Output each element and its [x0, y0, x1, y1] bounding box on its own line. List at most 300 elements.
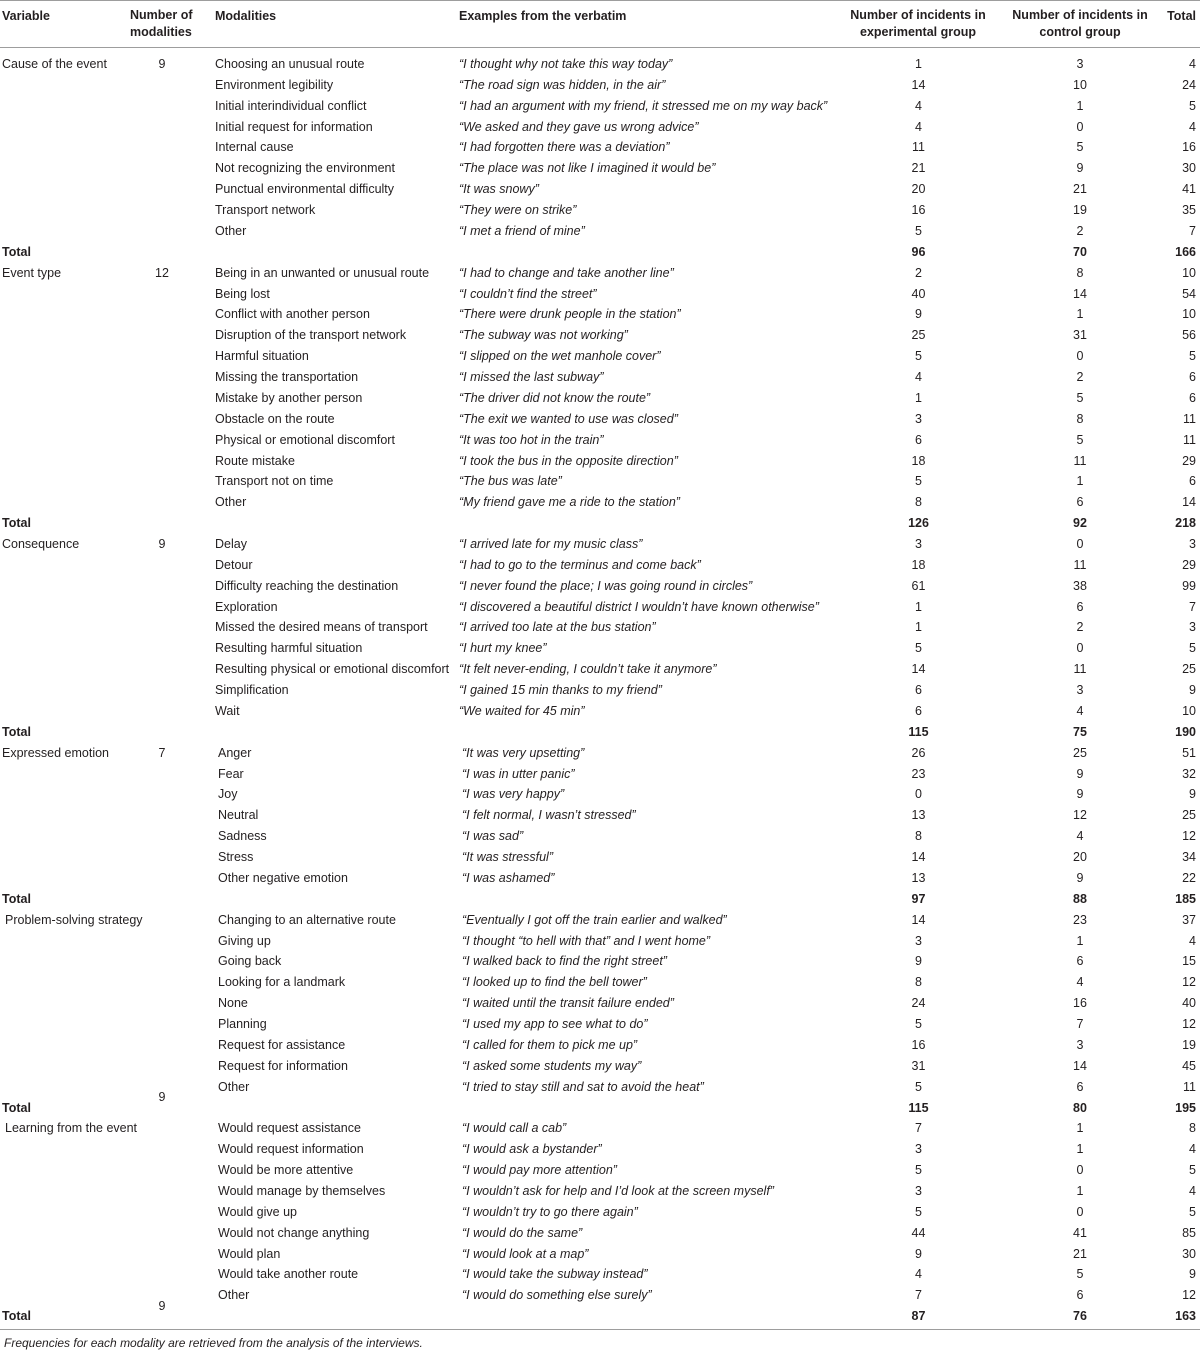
- experimental-total: 126: [908, 516, 929, 531]
- verbatim-example: “They were on strike”: [459, 203, 577, 218]
- verbatim-example: “I arrived too late at the bus station”: [459, 620, 656, 635]
- control-count: 8: [1076, 265, 1084, 280]
- total-count: 10: [1182, 265, 1196, 280]
- control-count: 5: [1076, 432, 1084, 447]
- control-count: 2: [1076, 620, 1084, 635]
- control-count: 10: [1073, 77, 1087, 92]
- modality-label: Harmful situation: [215, 349, 309, 364]
- verbatim-example: “It was very upsetting”: [462, 745, 585, 760]
- modality-label: Other: [218, 1079, 250, 1094]
- verbatim-example: “I waited until the transit failure ended”: [462, 996, 674, 1011]
- control-count: 0: [1076, 119, 1084, 134]
- variable-label: Event type: [2, 265, 62, 280]
- experimental-count: 14: [911, 850, 926, 865]
- experimental-count: 6: [915, 703, 922, 718]
- verbatim-example: “It was stressful”: [462, 850, 553, 865]
- verbatim-example: “I would pay more attention”: [462, 1163, 617, 1178]
- experimental-count: 9: [915, 1246, 922, 1261]
- verbatim-example: “My friend gave me a ride to the station”: [459, 495, 680, 510]
- total-count: 9: [1189, 1267, 1196, 1282]
- modality-label: Choosing an unusual route: [215, 57, 365, 71]
- control-count: 3: [1076, 1037, 1084, 1052]
- modality-label: Transport not on time: [215, 474, 334, 489]
- control-total: 76: [1073, 1309, 1087, 1324]
- control-count: 38: [1073, 578, 1087, 593]
- table-footnote: Frequencies for each modality are retrieved from the analysis of the interviews.: [4, 1335, 423, 1350]
- grand-total: 185: [1175, 891, 1196, 906]
- verbatim-example: “I hurt my knee”: [459, 641, 547, 656]
- control-count: 5: [1076, 140, 1084, 155]
- verbatim-example: “I arrived late for my music class”: [459, 537, 643, 551]
- experimental-count: 11: [912, 140, 925, 155]
- total-count: 25: [1182, 662, 1196, 677]
- modality-label: Stress: [218, 850, 254, 865]
- modality-label: Would manage by themselves: [218, 1183, 386, 1198]
- experimental-count: 26: [911, 745, 926, 760]
- verbatim-example: “I discovered a beautiful district I wouldn’t have known otherwise”: [459, 599, 819, 614]
- modality-label: Exploration: [215, 599, 278, 614]
- total-count: 6: [1189, 390, 1196, 405]
- total-count: 10: [1182, 307, 1196, 322]
- experimental-count: 6: [915, 683, 922, 698]
- total-count: 34: [1182, 850, 1196, 865]
- modality-label: Neutral: [218, 808, 259, 823]
- modality-label: Would be more attentive: [218, 1163, 354, 1178]
- control-count: 0: [1076, 537, 1084, 551]
- modality-label: Physical or emotional discomfort: [215, 432, 395, 447]
- experimental-count: 5: [915, 474, 922, 489]
- control-count: 0: [1076, 1163, 1084, 1178]
- header-control-group: Number of incidents in control group: [1012, 8, 1148, 39]
- verbatim-example: “I had forgotten there was a deviation”: [459, 140, 670, 155]
- verbatim-example: “The driver did not know the route”: [459, 390, 651, 405]
- verbatim-example: “I would take the subway instead”: [462, 1267, 648, 1282]
- total-count: 29: [1182, 557, 1196, 572]
- control-total: 70: [1073, 244, 1087, 259]
- control-count: 6: [1076, 954, 1084, 969]
- verbatim-example: “I asked some students my way”: [462, 1058, 642, 1073]
- control-count: 2: [1076, 223, 1084, 238]
- verbatim-example: “It was snowy”: [459, 182, 539, 197]
- modality-label: Giving up: [218, 933, 271, 948]
- modality-label: Would take another route: [218, 1267, 359, 1282]
- verbatim-example: “We asked and they gave us wrong advice”: [459, 119, 699, 134]
- experimental-count: 14: [911, 912, 926, 927]
- total-count: 12: [1182, 1288, 1196, 1303]
- modality-label: Would plan: [218, 1246, 281, 1261]
- modality-label: Changing to an alternative route: [218, 912, 396, 927]
- modality-label: Other: [218, 1288, 250, 1303]
- verbatim-example: “I tried to stay still and sat to avoid the heat”: [462, 1079, 704, 1094]
- control-count: 1: [1076, 1142, 1084, 1157]
- grand-total: 163: [1175, 1309, 1196, 1324]
- modality-label: Route mistake: [215, 453, 295, 468]
- experimental-count: 9: [915, 954, 922, 969]
- control-count: 21: [1073, 182, 1087, 197]
- variable-label: Learning from the event: [5, 1121, 138, 1136]
- control-count: 4: [1076, 829, 1084, 844]
- control-count: 6: [1076, 599, 1084, 614]
- total-count: 32: [1182, 766, 1196, 781]
- verbatim-example: “I was very happy”: [462, 787, 565, 802]
- modality-label: Missing the transportation: [215, 370, 359, 385]
- total-count: 12: [1182, 975, 1196, 990]
- verbatim-example: “I never found the place; I was going round in circles”: [459, 578, 753, 593]
- verbatim-example: “There were drunk people in the station”: [459, 307, 681, 322]
- verbatim-example: “We waited for 45 min”: [459, 703, 585, 718]
- verbatim-example: “I slipped on the wet manhole cover”: [459, 349, 661, 364]
- modality-label: Environment legibility: [215, 77, 334, 92]
- modality-label: Anger: [218, 745, 252, 760]
- control-count: 21: [1073, 1246, 1087, 1261]
- experimental-count: 5: [915, 1079, 922, 1094]
- modality-label: Other: [215, 495, 247, 510]
- modality-label: None: [218, 996, 248, 1011]
- verbatim-example: “It felt never-ending, I couldn’t take it anymore”: [459, 662, 717, 677]
- total-count: 7: [1189, 599, 1196, 614]
- control-count: 12: [1073, 808, 1087, 823]
- verbatim-example: “I had to go to the terminus and come back”: [459, 557, 701, 572]
- verbatim-example: “I thought “to hell with that” and I went home”: [462, 933, 711, 948]
- control-count: 4: [1076, 975, 1084, 990]
- control-count: 1: [1076, 474, 1084, 489]
- total-label: Total: [2, 516, 31, 531]
- modality-label: Wait: [215, 703, 240, 718]
- total-count: 22: [1182, 870, 1196, 885]
- experimental-count: 21: [911, 161, 926, 176]
- experimental-count: 16: [911, 1037, 926, 1052]
- total-count: 40: [1182, 996, 1196, 1011]
- control-count: 23: [1073, 912, 1087, 927]
- total-count: 19: [1182, 1037, 1196, 1052]
- experimental-count: 7: [915, 1121, 922, 1136]
- header-number-of-modalities: Number of modalities: [130, 8, 193, 39]
- experimental-count: 9: [915, 307, 922, 322]
- verbatim-example: “The place was not like I imagined it would be”: [459, 161, 716, 176]
- modality-label: Difficulty reaching the destination: [215, 578, 399, 593]
- modality-label: Would give up: [218, 1204, 297, 1219]
- control-count: 6: [1076, 1288, 1084, 1303]
- variable-label: Problem-solving strategy: [5, 912, 143, 927]
- modality-label: Punctual environmental difficulty: [215, 182, 395, 197]
- control-count: 1: [1076, 933, 1084, 948]
- modality-label: Mistake by another person: [215, 390, 363, 405]
- experimental-count: 5: [915, 1204, 922, 1219]
- control-count: 20: [1073, 850, 1087, 865]
- experimental-count: 4: [915, 119, 922, 134]
- experimental-total: 115: [908, 724, 929, 739]
- total-label: Total: [2, 1100, 31, 1115]
- verbatim-example: “I was in utter panic”: [462, 766, 575, 781]
- experimental-count: 1: [915, 620, 922, 635]
- header-rule: [0, 47, 1200, 48]
- total-label: Total: [2, 244, 31, 259]
- experimental-count: 7: [915, 1288, 922, 1303]
- experimental-total: 115: [908, 1100, 929, 1115]
- bottom-rule: [0, 1329, 1200, 1330]
- total-count: 5: [1189, 1204, 1196, 1219]
- verbatim-example: “I met a friend of mine”: [459, 223, 585, 238]
- experimental-count: 3: [915, 411, 922, 426]
- experimental-count: 14: [911, 662, 926, 677]
- modality-label: Initial interindividual conflict: [215, 98, 367, 113]
- verbatim-example: “I would call a cab”: [462, 1121, 567, 1136]
- experimental-count: 18: [911, 557, 926, 572]
- experimental-count: 23: [911, 766, 926, 781]
- control-count: 1: [1076, 1121, 1084, 1136]
- total-count: 4: [1189, 119, 1196, 134]
- total-count: 9: [1189, 787, 1196, 802]
- total-count: 54: [1182, 286, 1196, 301]
- total-count: 12: [1182, 829, 1196, 844]
- control-count: 9: [1076, 766, 1084, 781]
- experimental-count: 40: [911, 286, 926, 301]
- total-count: 5: [1189, 1163, 1196, 1178]
- control-count: 1: [1076, 1183, 1084, 1198]
- total-count: 10: [1182, 703, 1196, 718]
- experimental-count: 13: [911, 808, 926, 823]
- verbatim-example: “I had an argument with my friend, it stressed me on my way back”: [459, 98, 828, 113]
- grand-total: 195: [1175, 1100, 1196, 1115]
- number-of-modalities: 9: [158, 1089, 166, 1104]
- total-count: 5: [1189, 349, 1196, 364]
- modality-label: Disruption of the transport network: [215, 328, 407, 343]
- experimental-count: 3: [915, 1142, 922, 1157]
- control-count: 19: [1073, 203, 1087, 218]
- total-count: 99: [1182, 578, 1196, 593]
- control-count: 14: [1073, 286, 1087, 301]
- experimental-count: 5: [915, 349, 922, 364]
- experimental-count: 61: [911, 578, 926, 593]
- modality-label: Would not change anything: [218, 1225, 370, 1240]
- experimental-count: 8: [915, 975, 922, 990]
- experimental-count: 5: [915, 641, 922, 656]
- top-rule: [0, 0, 1200, 1]
- experimental-count: 25: [911, 328, 926, 343]
- total-count: 3: [1189, 620, 1196, 635]
- modality-label: Request for information: [218, 1058, 348, 1073]
- verbatim-example: “I thought why not take this way today”: [459, 57, 673, 71]
- total-count: 16: [1182, 140, 1196, 155]
- experimental-count: 1: [915, 599, 922, 614]
- modality-label: Detour: [215, 557, 253, 572]
- modality-label: Not recognizing the environment: [215, 161, 395, 176]
- grand-total: 166: [1175, 244, 1196, 259]
- verbatim-example: “Eventually I got off the train earlier and walked”: [462, 912, 727, 927]
- total-count: 11: [1183, 1079, 1196, 1094]
- modality-label: Obstacle on the route: [215, 411, 335, 426]
- control-count: 5: [1076, 1267, 1084, 1282]
- number-of-modalities: 12: [155, 265, 169, 280]
- header-variable: Variable: [2, 8, 50, 23]
- total-count: 6: [1189, 370, 1196, 385]
- modality-label: Initial request for information: [215, 119, 373, 134]
- control-count: 1: [1076, 307, 1084, 322]
- control-count: 25: [1073, 745, 1087, 760]
- experimental-count: 5: [915, 1017, 922, 1032]
- verbatim-example: “I used my app to see what to do”: [462, 1017, 648, 1032]
- control-count: 16: [1073, 996, 1087, 1011]
- modality-label: Other: [215, 223, 247, 238]
- verbatim-example: “The bus was late”: [459, 474, 562, 489]
- modality-label: Delay: [215, 537, 247, 551]
- control-count: 11: [1073, 557, 1087, 572]
- header-modalities: Modalities: [215, 8, 277, 23]
- control-count: 6: [1076, 1079, 1084, 1094]
- total-count: 12: [1182, 1017, 1196, 1032]
- total-count: 4: [1189, 1142, 1196, 1157]
- experimental-count: 13: [911, 870, 926, 885]
- experimental-total: 87: [911, 1309, 926, 1324]
- control-count: 9: [1076, 161, 1084, 176]
- total-count: 24: [1182, 77, 1196, 92]
- verbatim-example: “I would ask a bystander”: [462, 1142, 602, 1157]
- verbatim-example: “I wouldn’t ask for help and I’d look at the screen myself”: [462, 1183, 774, 1198]
- modality-label: Simplification: [215, 683, 289, 698]
- total-count: 7: [1189, 223, 1196, 238]
- total-count: 6: [1189, 474, 1196, 489]
- control-count: 1: [1076, 98, 1084, 113]
- control-count: 6: [1076, 495, 1084, 510]
- experimental-count: 14: [911, 77, 926, 92]
- total-count: 14: [1182, 495, 1196, 510]
- verbatim-example: “It was too hot in the train”: [459, 432, 604, 447]
- modality-label: Missed the desired means of transport: [215, 620, 428, 635]
- total-count: 51: [1182, 745, 1196, 760]
- experimental-count: 5: [915, 1163, 922, 1178]
- total-count: 5: [1189, 641, 1196, 656]
- total-count: 35: [1182, 203, 1196, 218]
- modality-label: Internal cause: [215, 140, 294, 155]
- verbatim-example: “I would do something else surely”: [462, 1288, 652, 1303]
- control-count: 0: [1076, 641, 1084, 656]
- modality-label: Sadness: [218, 829, 267, 844]
- modality-label: Would request assistance: [218, 1121, 361, 1136]
- verbatim-example: “I was sad”: [462, 829, 524, 844]
- verbatim-example: “I missed the last subway”: [459, 370, 604, 385]
- control-count: 3: [1076, 683, 1084, 698]
- modality-label: Going back: [218, 954, 282, 969]
- control-count: 41: [1073, 1225, 1087, 1240]
- verbatim-example: “The road sign was hidden, in the air”: [459, 77, 666, 92]
- experimental-count: 1: [915, 57, 922, 71]
- experimental-count: 6: [915, 432, 922, 447]
- variable-label: Cause of the event: [2, 57, 107, 71]
- verbatim-example: “I took the bus in the opposite direction”: [459, 453, 678, 468]
- verbatim-example: “I called for them to pick me up”: [462, 1037, 638, 1052]
- experimental-count: 16: [911, 203, 926, 218]
- total-count: 45: [1182, 1058, 1196, 1073]
- total-count: 4: [1189, 57, 1196, 71]
- verbatim-example: “I wouldn’t try to go there again”: [462, 1204, 638, 1219]
- experimental-count: 1: [915, 390, 922, 405]
- control-count: 2: [1076, 370, 1084, 385]
- control-count: 7: [1076, 1017, 1084, 1032]
- header-experimental-group: Number of incidents in experimental group: [850, 8, 986, 39]
- experimental-count: 4: [915, 1267, 922, 1282]
- modality-label: Resulting physical or emotional discomfort: [215, 662, 450, 677]
- total-count: 25: [1182, 808, 1196, 823]
- verbatim-example: “I walked back to find the right street”: [462, 954, 667, 969]
- verbatim-example: “I gained 15 min thanks to my friend”: [459, 683, 662, 698]
- total-count: 29: [1182, 453, 1196, 468]
- experimental-count: 8: [915, 495, 922, 510]
- modality-label: Other negative emotion: [218, 870, 348, 885]
- number-of-modalities: 9: [158, 537, 166, 551]
- experimental-count: 3: [915, 537, 922, 551]
- experimental-count: 0: [915, 787, 922, 802]
- control-total: 75: [1073, 724, 1087, 739]
- total-count: 11: [1183, 411, 1196, 426]
- control-count: 4: [1076, 703, 1084, 718]
- control-count: 8: [1076, 411, 1084, 426]
- verbatim-example: “I had to change and take another line”: [459, 265, 674, 280]
- modality-label: Fear: [218, 766, 244, 781]
- experimental-count: 4: [915, 370, 922, 385]
- verbatim-example: “I felt normal, I wasn’t stressed”: [462, 808, 636, 823]
- verbatim-example: “I couldn’t find the street”: [459, 286, 597, 301]
- verbatim-example: “The exit we wanted to use was closed”: [459, 411, 678, 426]
- control-total: 80: [1073, 1100, 1087, 1115]
- total-count: 85: [1182, 1225, 1196, 1240]
- control-count: 9: [1076, 787, 1084, 802]
- experimental-count: 8: [915, 829, 922, 844]
- header-examples: Examples from the verbatim: [459, 8, 627, 23]
- modality-label: Conflict with another person: [215, 307, 370, 322]
- verbatim-example: “I would do the same”: [462, 1225, 583, 1240]
- experimental-count: 44: [911, 1225, 926, 1240]
- modality-label: Looking for a landmark: [218, 975, 346, 990]
- total-label: Total: [2, 724, 31, 739]
- experimental-count: 4: [915, 98, 922, 113]
- verbatim-example: “I looked up to find the bell tower”: [462, 975, 647, 990]
- experimental-count: 20: [911, 182, 926, 197]
- modality-label: Would request information: [218, 1142, 364, 1157]
- modality-label: Being lost: [215, 286, 270, 301]
- modality-label: Transport network: [215, 203, 316, 218]
- control-count: 14: [1073, 1058, 1087, 1073]
- modality-label: Planning: [218, 1017, 267, 1032]
- experimental-count: 3: [915, 933, 922, 948]
- total-count: 4: [1189, 933, 1196, 948]
- experimental-total: 97: [911, 891, 926, 906]
- experimental-count: 3: [915, 1183, 922, 1198]
- number-of-modalities: 7: [158, 745, 166, 760]
- experimental-count: 2: [915, 265, 922, 280]
- total-count: 30: [1182, 1246, 1196, 1261]
- total-count: 9: [1189, 683, 1196, 698]
- experimental-total: 96: [911, 244, 926, 259]
- control-total: 88: [1073, 891, 1087, 906]
- total-count: 3: [1189, 537, 1196, 551]
- control-count: 31: [1073, 328, 1087, 343]
- experimental-count: 18: [911, 453, 926, 468]
- variable-label: Consequence: [2, 537, 80, 551]
- number-of-modalities: 9: [158, 1298, 166, 1313]
- total-count: 30: [1182, 161, 1196, 176]
- header-total: Total: [1167, 8, 1196, 23]
- modality-label: Request for assistance: [218, 1037, 346, 1052]
- control-total: 92: [1073, 516, 1087, 531]
- total-count: 11: [1183, 432, 1196, 447]
- verbatim-example: “The subway was not working”: [459, 328, 628, 343]
- modality-label: Resulting harmful situation: [215, 641, 363, 656]
- total-count: 41: [1182, 182, 1196, 197]
- control-count: 9: [1076, 870, 1084, 885]
- verbatim-example: “I was ashamed”: [462, 870, 555, 885]
- verbatim-example: “I would look at a map”: [462, 1246, 589, 1261]
- total-count: 15: [1182, 954, 1196, 969]
